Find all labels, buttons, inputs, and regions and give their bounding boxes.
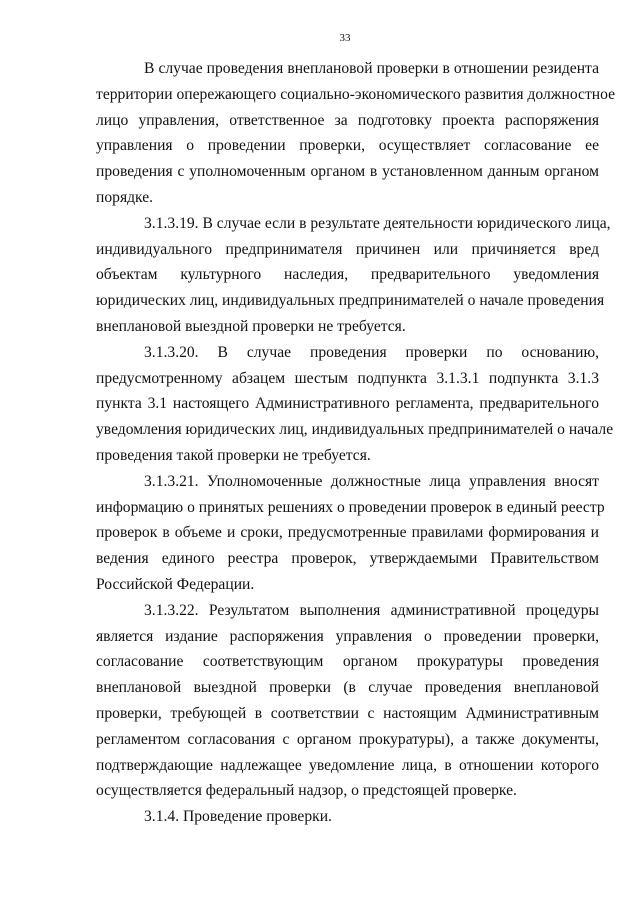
text-line: объектам культурного наследия, предварительного уведомления bbox=[96, 266, 599, 284]
text-line: управления о проведении проверки, осуществляет согласование ее bbox=[96, 137, 599, 155]
paragraph bbox=[96, 598, 599, 804]
paragraph bbox=[96, 804, 599, 830]
text-line: пункта 3.1 настоящего Административного регламента, предварительного bbox=[96, 395, 599, 413]
text-line: является издание распоряжения управления о проведении проверки, bbox=[96, 627, 599, 645]
text-line: проведения такой проверки не требуется. bbox=[96, 446, 371, 464]
text-line: территории опережающего социально-экономического развития должностное bbox=[96, 85, 616, 103]
text-line: регламентом согласования с органом прокуратуры), а также документы, bbox=[96, 730, 599, 748]
text-line: осуществляется федеральный надзор, о предстоящей проверке. bbox=[96, 782, 517, 800]
paragraph bbox=[96, 340, 614, 469]
text-line: предусмотренному абзацем шестым подпункта 3.1.3.1 подпункта 3.1.3 bbox=[96, 369, 599, 387]
text-line: проверок в объеме и сроки, предусмотренные правилами формирования и bbox=[96, 524, 599, 542]
text-line: юридических лиц, индивидуальных предпринимателей о начале проведения bbox=[96, 292, 605, 310]
text-line: В случае проведения внеплановой проверки в отношении резидента bbox=[144, 60, 599, 77]
text-line: информацию о принятых решениях о проведении проверок в единый реестр bbox=[96, 498, 605, 516]
text-line: проверки, требующей в соответствии с настоящим Административным bbox=[96, 704, 599, 722]
paragraph bbox=[96, 469, 605, 598]
text-line: уведомления юридических лиц, индивидуальных предпринимателей о начале bbox=[96, 421, 614, 439]
text-line: проведения с уполномоченным органом в установленном данным органом bbox=[96, 163, 599, 181]
paragraph bbox=[96, 56, 616, 211]
text-line: индивидуального предпринимателя причинен или причиняется вред bbox=[96, 240, 599, 258]
text-line: согласование соответствующим органом прокуратуры проведения bbox=[96, 653, 599, 671]
paragraph bbox=[96, 211, 611, 340]
text-line: 3.1.3.21. Уполномоченные должностные лица управления вносят bbox=[144, 472, 599, 490]
document-body bbox=[96, 56, 616, 830]
text-line: Российской Федерации. bbox=[96, 575, 255, 593]
text-line: ведения единого реестра проверок, утверждаемыми Правительством bbox=[96, 550, 599, 568]
text-line: 3.1.4. Проведение проверки. bbox=[144, 808, 332, 826]
text-line: подтверждающие надлежащее уведомление лица, в отношении которого bbox=[96, 756, 599, 774]
text-line: 3.1.3.20. В случае проведения проверки по основанию, bbox=[144, 343, 599, 361]
text-line: порядке. bbox=[96, 188, 154, 206]
text-line: внеплановой выездной проверки (в случае проведения внеплановой bbox=[96, 679, 599, 697]
text-line: 3.1.3.19. В случае если в результате деятельности юридического лица, bbox=[144, 214, 611, 232]
text-line: внеплановой выездной проверки не требуется. bbox=[96, 317, 406, 335]
text-line: лицо управления, ответственное за подготовку проекта распоряжения bbox=[96, 111, 599, 129]
text-line: 3.1.3.22. Результатом выполнения административной процедуры bbox=[144, 601, 599, 619]
page-number: 33 bbox=[339, 32, 351, 44]
